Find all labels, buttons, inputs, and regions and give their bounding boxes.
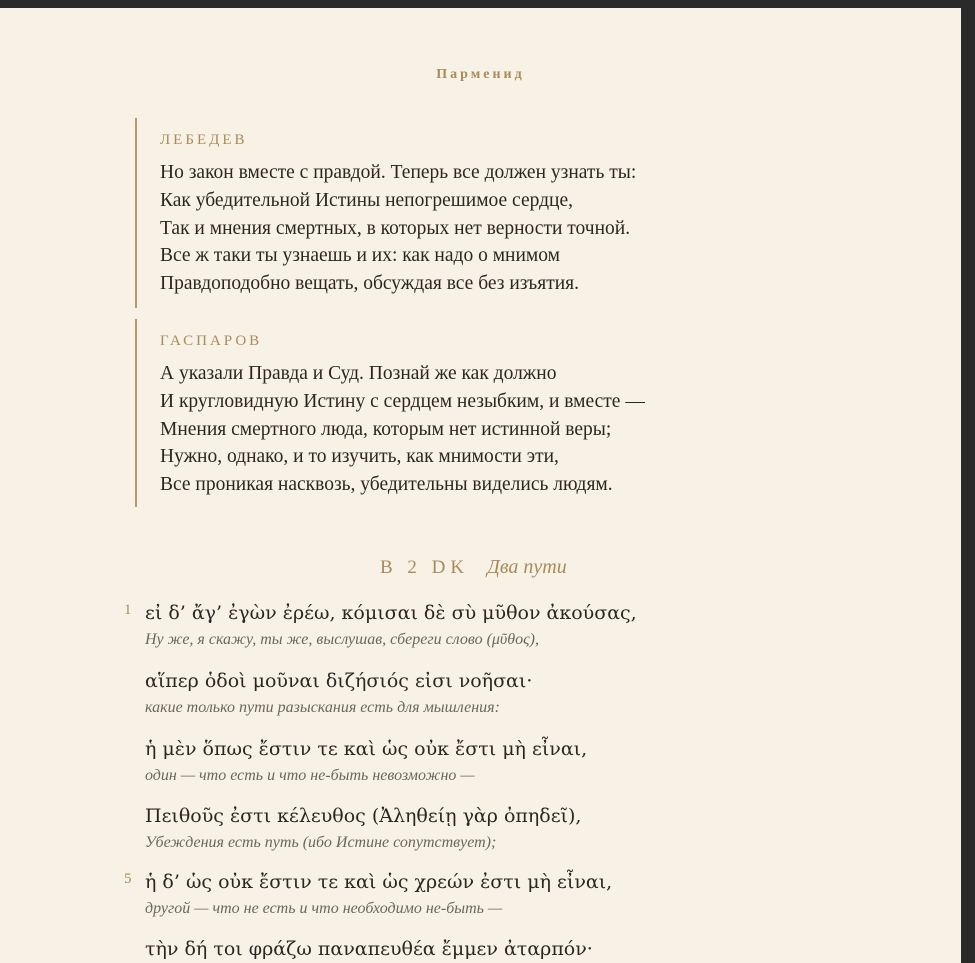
translation-line: А указали Правда и Суд. Познай же как должно: [160, 363, 557, 384]
russian-translation: Ну же, я скажу, ты же, выслушав, сбереги слово (μῦθος),: [145, 631, 539, 648]
greek-text: αἵπερ ὁδοὶ μοῦναι διζήσιός εἰσι νοῆσαι·: [145, 670, 533, 692]
translation-line: И кругловидную Истину с сердцем незыбким, и вместе —: [160, 390, 645, 412]
verse-number: 1: [124, 602, 132, 618]
translation-line: Но закон вместе с правдой. Теперь все должен узнать ты:: [160, 162, 637, 183]
verse-line: [124, 803, 824, 863]
translator-name: ГАСПАРОВ: [160, 333, 263, 349]
running-head: Парменид: [436, 67, 525, 82]
translation-line: Все ж таки ты узнаешь и их: как надо о мнимом: [160, 245, 560, 267]
verse-line: [124, 600, 824, 660]
russian-translation: один — что есть и что не-быть невозможно —: [145, 767, 475, 784]
verse-line: [124, 936, 824, 963]
greek-text: ἡ δ’ ὡς οὐκ ἔστιν τε καὶ ὡς χρεών ἐστι μὴ εἶναι,: [145, 871, 613, 893]
verse-line: [124, 736, 824, 796]
translation-line: Как убедительной Истины непогрешимое сердце,: [160, 189, 573, 211]
greek-text: ἡ μὲν ὅπως ἔστιν τε καὶ ὡς οὐκ ἔστι μὴ εἶναι,: [145, 738, 588, 760]
document-page: [0, 8, 961, 963]
greek-text: Πειθοῦς ἐστι κέλευθος (Ἀληθείῃ γὰρ ὀπηδεῖ),: [145, 805, 582, 827]
translation-line: Правдоподобно вещать, обсуждая все без изъятия.: [160, 273, 580, 295]
greek-text: εἰ δ’ ἄγ’ ἐγὼν ἐρέω, κόμισαι δὲ σὺ μῦθον ἀκούσας,: [145, 602, 637, 624]
section-title: Два пути: [487, 556, 567, 578]
verse-line: [124, 869, 824, 929]
russian-translation: Убеждения есть путь (ибо Истине сопутствует);: [145, 834, 497, 851]
verse-number: 5: [124, 871, 132, 887]
translation-line: Все проникая насквозь, убедительны виделись людям.: [160, 474, 613, 496]
fragment-code: B 2 DK: [380, 557, 470, 578]
verse-line: [124, 668, 824, 728]
russian-translation: какие только пути разыскания есть для мышления:: [145, 699, 500, 716]
translator-name: ЛЕБЕДЕВ: [160, 132, 248, 148]
section-heading: [380, 556, 567, 579]
translation-block-gasparov: [135, 319, 645, 507]
russian-translation: другой — что не есть и что необходимо не-быть —: [145, 900, 503, 917]
translation-line: Так и мнения смертных, в которых нет верности точной.: [160, 217, 631, 239]
greek-text: τὴν δή τοι φράζω παναπευθέα ἔμμεν ἀταρπόν·: [145, 938, 593, 960]
translation-line: Нужно, однако, и то изучить, как мнимости эти,: [160, 446, 559, 468]
translation-line: Мнения смертного люда, которым нет истинной веры;: [160, 418, 612, 440]
translation-block-lebedev: [135, 118, 636, 308]
